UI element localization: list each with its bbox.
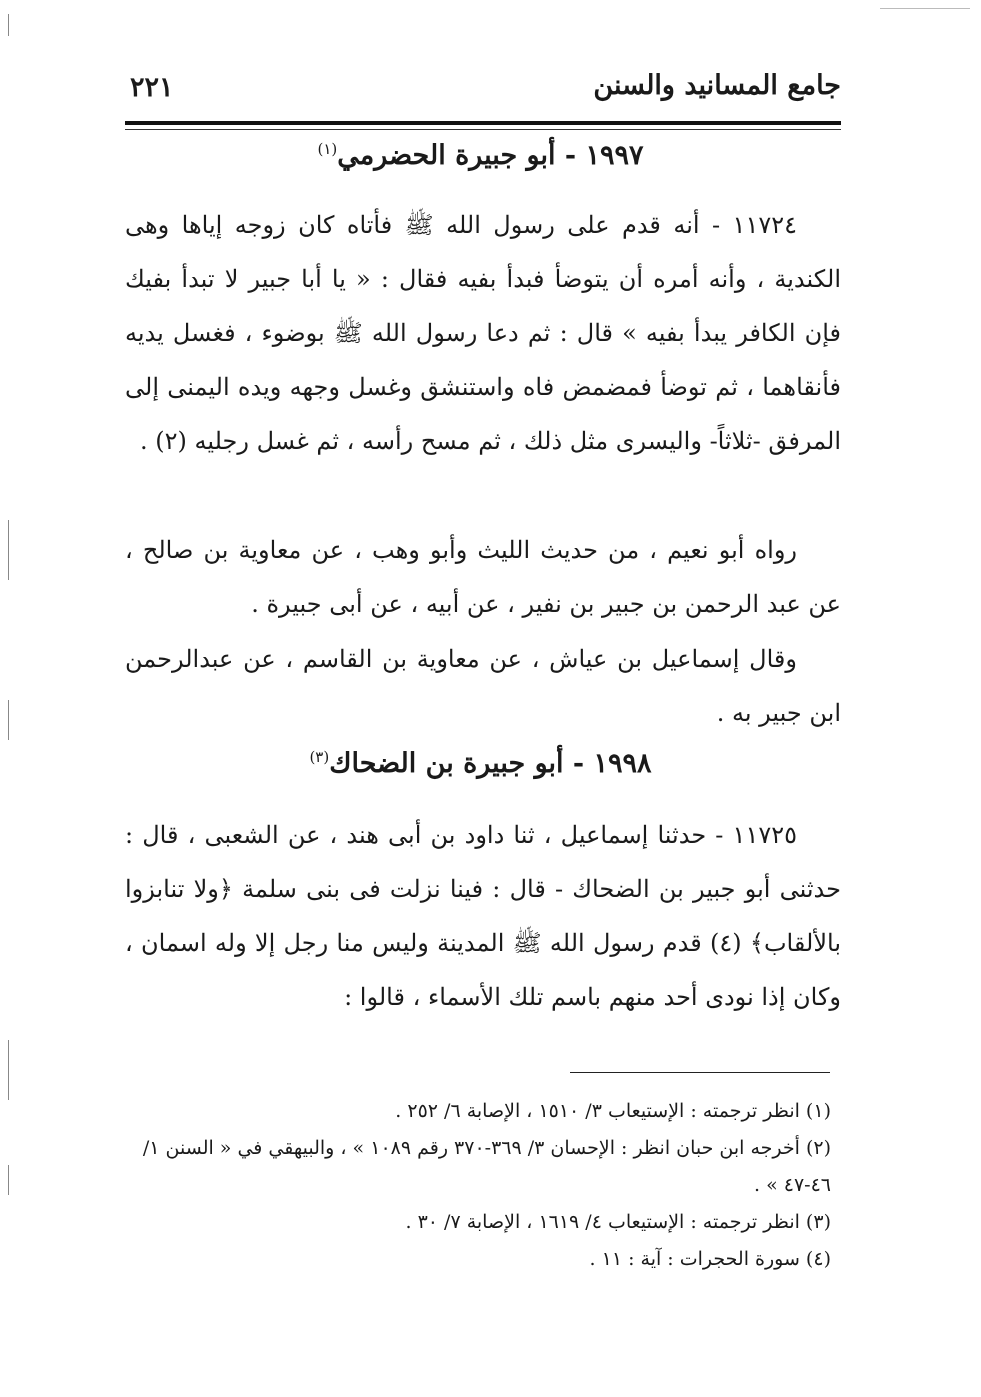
header-rule-thin [125, 129, 841, 130]
narration-paragraph: وقال إسماعيل بن عياش ، عن معاوية بن القاسم ، عن عبدالرحمن ابن جبير به . [125, 645, 841, 727]
footnote-3: (٣) انظر ترجمته : الإستيعاب ٤/ ١٦١٩ ، الإصابة ٧/ ٣٠ . [405, 1211, 831, 1233]
footnote-ref: (٣) [309, 748, 330, 766]
running-head [130, 66, 841, 110]
scan-edge-mark [8, 1040, 9, 1100]
scan-edge-mark [8, 14, 9, 36]
entry-heading-1997 [120, 140, 841, 171]
footnote-4: (٤) سورة الحجرات : آية : ١١ . [589, 1248, 831, 1270]
hadith-11724: ١١٧٢٤ - أنه قدم على رسول الله ﷺ فأتاه كان زوجه إياها وهى الكندية ، وأنه أمره أن يتوضأ فبدأ بفيه فقال : « يا أبا جبير لا تبدأ بفيك فإن الكافر يبدأ بفيه » قال : ثم دعا رسول الله ﷺ بوضوء ، فغسل يديه فأنقاهما ، ثم توضأ فمضمض فاه واستنشق وغسل وجهه ويده اليمنى إلى المرفق -ثلاثاً- واليسرى مثل ذلك ، ثم مسح رأسه ، ثم غسل رجليه (٢) . [125, 211, 841, 455]
narration-paragraph: رواه أبو نعيم ، من حديث الليث وأبو وهب ، عن معاوية بن صالح ، عن عبد الرحمن بن جبير بن نفير ، عن أبيه ، عن أبى جبيرة . [125, 536, 841, 618]
page-number: ٢٢١ [130, 72, 174, 103]
scan-edge-mark [8, 520, 9, 580]
entry-heading-1998 [120, 748, 841, 779]
entry-heading-text: ١٩٩٨ - أبو جبيرة بن الضحاك [329, 748, 652, 779]
footnote-ref: (١) [317, 140, 338, 158]
entry-heading-text: ١٩٩٧ - أبو جبيرة الحضرمي [337, 140, 644, 171]
scan-edge-mark [8, 700, 9, 740]
footnote-2: (٢) أخرجه ابن حبان انظر : الإحسان ٣/ ٣٦٩-٣٧٠ رقم ١٠٨٩ » ، والبيهقي في « السنن ١/ ٤٦-٤٧ » . [142, 1137, 831, 1196]
footnotes [130, 1093, 831, 1278]
scan-edge-mark [8, 1165, 9, 1195]
footnote-1: (١) انظر ترجمته : الإستيعاب ٣/ ١٥١٠ ، الإصابة ٦/ ٢٥٢ . [395, 1100, 831, 1122]
scan-edge-mark [880, 8, 970, 9]
header-rule [125, 121, 841, 125]
footnote-rule [570, 1072, 830, 1073]
hadith-11725: ١١٧٢٥ - حدثنا إسماعيل ، ثنا داود بن أبى هند ، عن الشعبى ، قال : حدثنى أبو جبير بن الضحاك - قال : فينا نزلت فى بنى سلمة ﴿ولا تنابزوا بالألقاب﴾ (٤) قدم رسول الله ﷺ المدينة وليس منا رجل إلا وله اسمان ، وكان إذا نودى أحد منهم باسم تلك الأسماء ، قالوا : [125, 821, 842, 1011]
book-title: جامع المسانيد والسنن [593, 70, 841, 101]
